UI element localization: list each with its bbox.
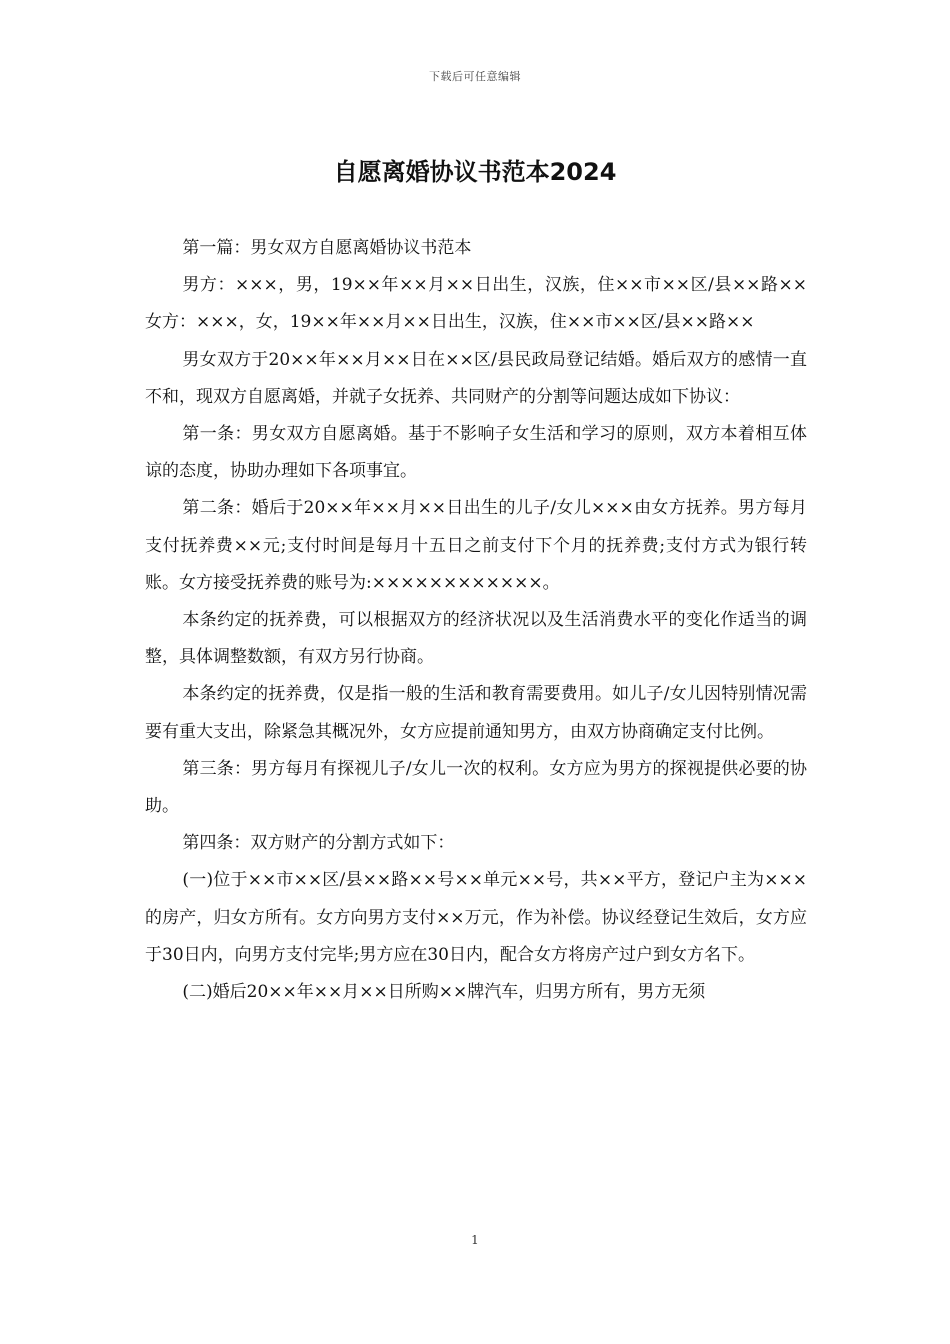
section-heading: 第一篇：男女双方自愿离婚协议书范本: [182, 238, 472, 258]
paragraph-article-4: 第四条：双方财产的分割方式如下：: [182, 833, 455, 854]
page-number: 1: [471, 1233, 479, 1247]
paragraph-property-car: (二)婚后20××年××月××日所购××牌汽车，归男方所有，男方无须: [182, 982, 706, 1003]
paragraph-parties: 男方：×××，男，19××年××月××日出生，汉族，住××市××区/县××路××女方：×××，女，19××年××月××日出生，汉族，住××市××区/县××路××: [145, 275, 807, 333]
paragraph-property-house: (一)位于××市××区/县××路××号××单元××号，共××平方，登记户主为×××的房产，归女方所有。女方向男方支付××万元，作为补偿。协议经登记生效后，女方应于30日内，向男方支付完毕;男方应在30日内，配合女方将房产过户到女方名下。: [145, 870, 807, 965]
paragraph-article-1: 第一条：男女双方自愿离婚。基于不影响子女生活和学习的原则，双方本着相互体谅的态度，协助办理如下各项事宜。: [145, 424, 807, 482]
paragraph-intro: 男女双方于20××年××月××日在××区/县民政局登记结婚。婚后双方的感情一直不和，现双方自愿离婚，并就子女抚养、共同财产的分割等问题达成如下协议：: [145, 349, 807, 407]
document-title: 自愿离婚协议书范本2024: [333, 158, 617, 186]
header-note: 下载后可任意编辑: [429, 70, 521, 83]
paragraph-support-scope: 本条约定的抚养费，仅是指一般的生活和教育需要费用。如儿子/女儿因特别情况需要有重大支出，除紧急其概况外，女方应提前通知男方，由双方协商确定支付比例。: [145, 684, 807, 742]
document-body: [145, 230, 807, 1011]
paragraph-article-3: 第三条：男方每月有探视儿子/女儿一次的权利。女方应为男方的探视提供必要的协助。: [145, 758, 807, 817]
paragraph-article-2: 第二条：婚后于20××年××月××日出生的儿子/女儿×××由女方抚养。男方每月支付抚养费××元;支付时间是每月十五日之前支付下个月的抚养费;支付方式为银行转账。女方接受抚养费的账号为:××××××××××××。: [145, 498, 807, 593]
paragraph-support-adjust: 本条约定的抚养费，可以根据双方的经济状况以及生活消费水平的变化作适当的调整，具体调整数额，有双方另行协商。: [145, 610, 807, 668]
